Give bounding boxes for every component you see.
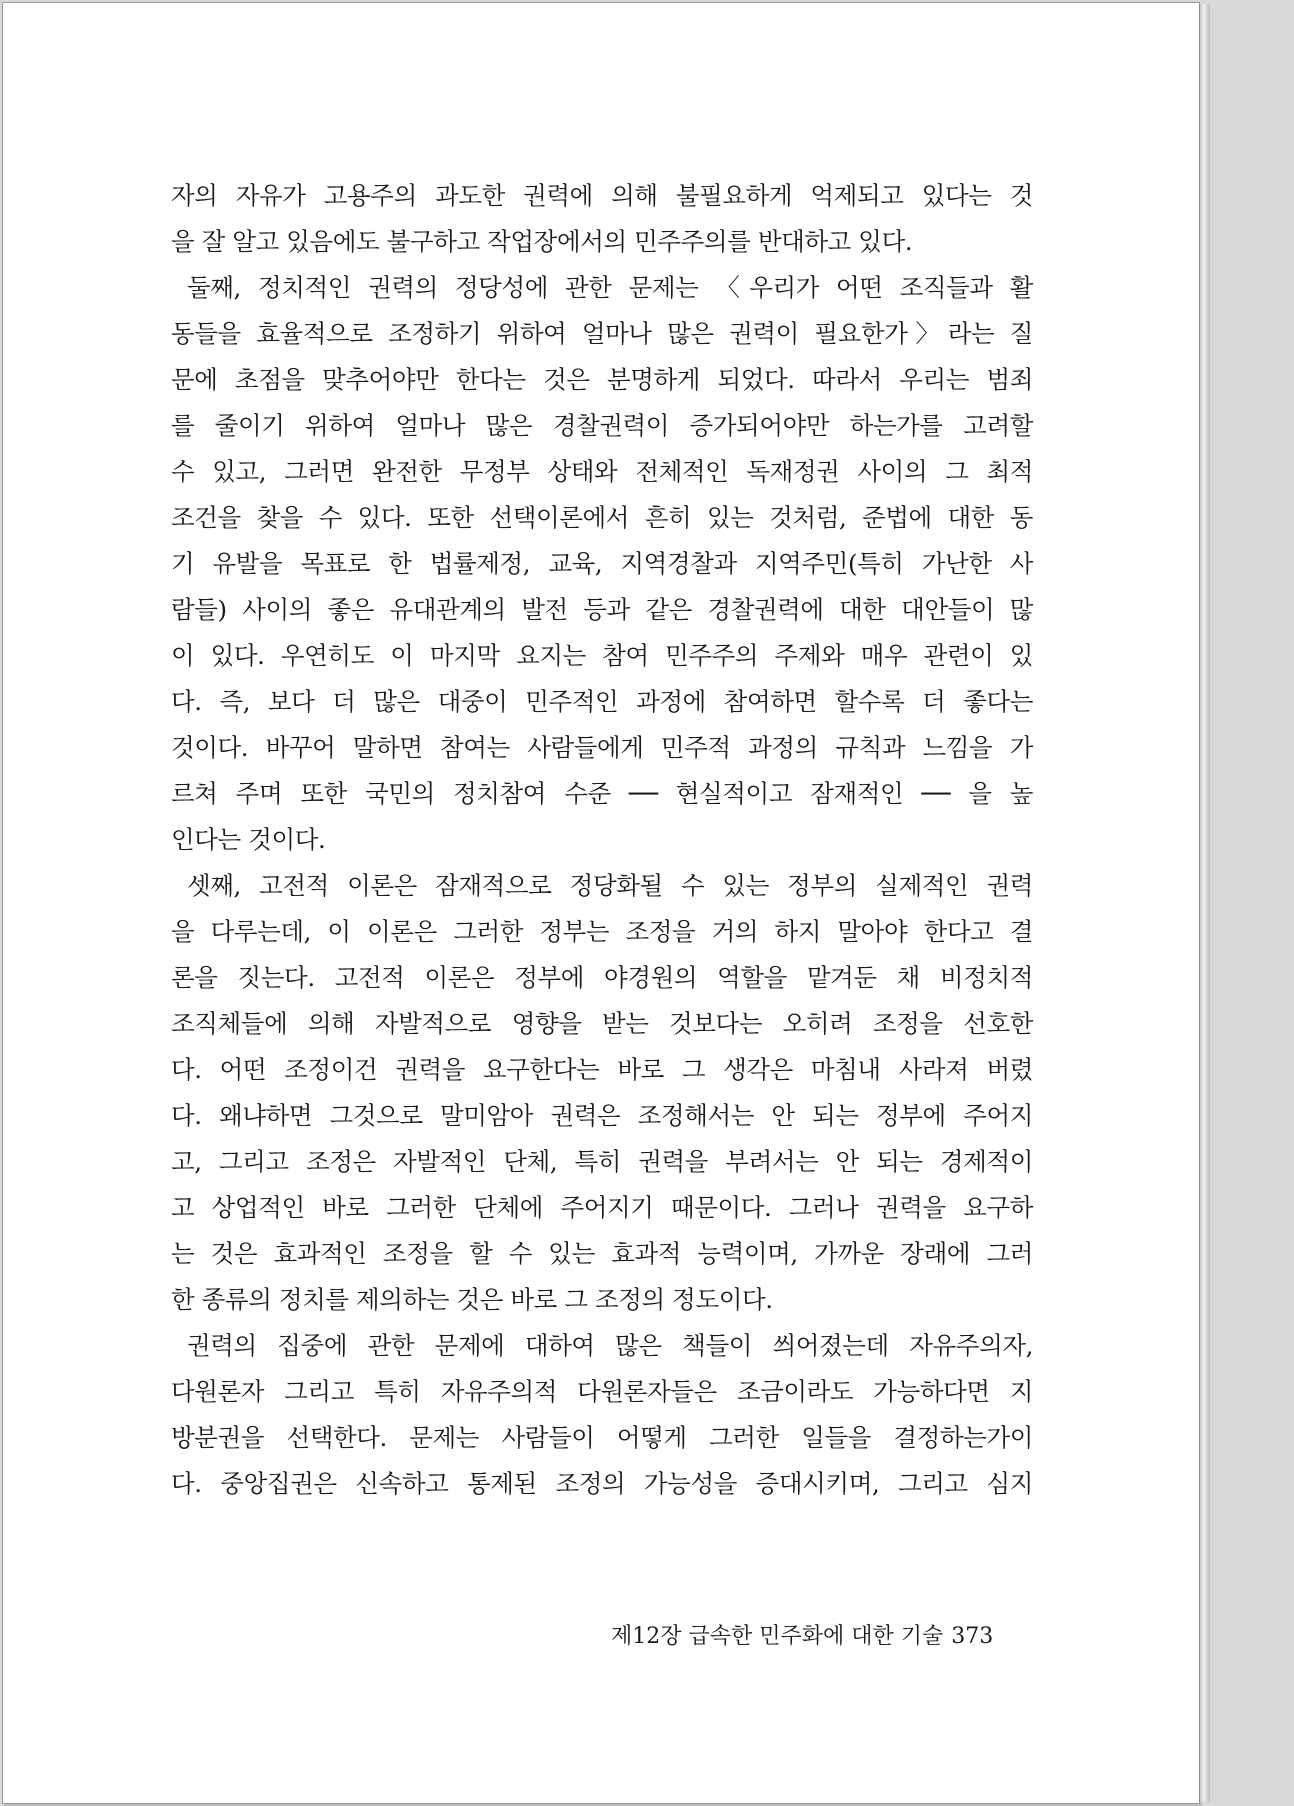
page-edge [1199, 4, 1210, 1802]
text-line: 을 다루는데, 이 이론은 그러한 정부는 조정을 거의 하지 말아야 한다고 결 [171, 917, 1033, 946]
chapter-title: 제12장 급속한 민주화에 대한 기술 [611, 1624, 944, 1649]
text-line: 조건을 찾을 수 있다. 또한 선택이론에서 흔히 있는 것처럼, 준법에 대한 동 [171, 503, 1033, 532]
text-line: 다원론자 그리고 특히 자유주의적 다원론자들은 조금이라도 가능하다면 지 [171, 1377, 1033, 1406]
paragraph-start-line: 권력의 집중에 관한 문제에 대하여 많은 책들이 씌어졌는데 자유주의자, [187, 1331, 1033, 1360]
text-line: 기 유발을 목표로 한 법률제정, 교육, 지역경찰과 지역주민(특히 가난한 사 [171, 549, 1033, 578]
document-page [2, 2, 1200, 1804]
text-line: 을 잘 알고 있음에도 불구하고 작업장에서의 민주주의를 반대하고 있다. [171, 227, 913, 256]
text-line: 는 것은 효과적인 조정을 할 수 있는 효과적 능력이며, 가까운 장래에 그러 [171, 1239, 1033, 1268]
text-line: 다. 중앙집권은 신속하고 통제된 조정의 가능성을 증대시키며, 그리고 심지 [171, 1469, 1033, 1498]
text-line: 수 있고, 그러면 완전한 무정부 상태와 전체적인 독재정권 사이의 그 최적 [171, 457, 1033, 486]
text-line: 고, 그리고 조정은 자발적인 단체, 특히 권력을 부려서는 안 되는 경제적이 [171, 1147, 1033, 1176]
text-line: 다. 어떤 조정이건 권력을 요구한다는 바로 그 생각은 마침내 사라져 버렸 [171, 1055, 1033, 1084]
body-text [171, 173, 1033, 1507]
text-line: 방분권을 선택한다. 문제는 사람들이 어떻게 그러한 일들을 결정하는가이 [171, 1423, 1033, 1452]
paragraph-start-line: 셋째, 고전적 이론은 잠재적으로 정당화될 수 있는 정부의 실제적인 권력 [187, 871, 1033, 900]
text-line: 조직체들에 의해 자발적으로 영향을 받는 것보다는 오히려 조정을 선호한 [171, 1009, 1033, 1038]
text-line: 동들을 효율적으로 조정하기 위하여 얼마나 많은 권력이 필요한가〉라는 질 [171, 319, 1033, 348]
page-footer [611, 1619, 993, 1650]
text-line: 람들) 사이의 좋은 유대관계의 발전 등과 같은 경찰권력에 대한 대안들이 많 [171, 595, 1033, 624]
text-line: 한 종류의 정치를 제의하는 것은 바로 그 조정의 정도이다. [171, 1285, 773, 1314]
text-line: 인다는 것이다. [171, 825, 326, 854]
page-number: 373 [951, 1624, 994, 1649]
text-line: 를 줄이기 위하여 얼마나 많은 경찰권력이 증가되어야만 하는가를 고려할 [171, 411, 1033, 440]
text-line: 고 상업적인 바로 그러한 단체에 주어지기 때문이다. 그러나 권력을 요구하 [171, 1193, 1033, 1222]
text-line: 다. 왜냐하면 그것으로 말미암아 권력은 조정해서는 안 되는 정부에 주어지 [171, 1101, 1033, 1130]
text-line: 것이다. 바꾸어 말하면 참여는 사람들에게 민주적 과정의 규칙과 느낌을 가 [171, 733, 1033, 762]
text-line: 다. 즉, 보다 더 많은 대중이 민주적인 과정에 참여하면 할수록 더 좋다는 [171, 687, 1033, 716]
text-line: 자의 자유가 고용주의 과도한 권력에 의해 불필요하게 억제되고 있다는 것 [171, 181, 1033, 210]
text-line: 론을 짓는다. 고전적 이론은 정부에 야경원의 역할을 맡겨둔 채 비정치적 [171, 963, 1033, 992]
paragraph-start-line: 둘째, 정치적인 권력의 정당성에 관한 문제는 〈우리가 어떤 조직들과 활 [187, 273, 1033, 302]
text-line: 문에 초점을 맞추어야만 한다는 것은 분명하게 되었다. 따라서 우리는 범죄 [171, 365, 1033, 394]
text-line: 르쳐 주며 또한 국민의 정치참여 수준 ── 현실적이고 잠재적인 ── 을 높 [171, 779, 1033, 808]
text-line: 이 있다. 우연히도 이 마지막 요지는 참여 민주주의 주제와 매우 관련이 있 [171, 641, 1033, 670]
